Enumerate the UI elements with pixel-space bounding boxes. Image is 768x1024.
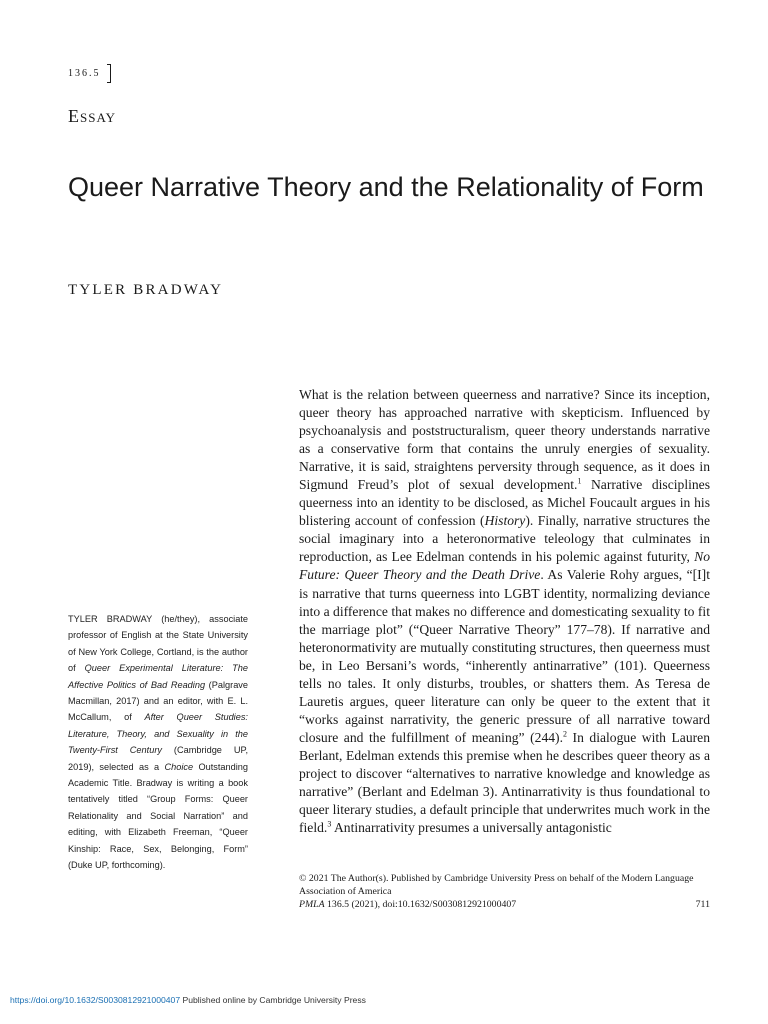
copyright-footer: [299, 872, 710, 911]
citation-text: 136.5 (2021), doi:10.1632/S0030812921000407: [324, 899, 517, 910]
body-text-1: What is the relation between queerness and narrative? Since its inception, queer theory has approached narrative with skepticism. Influenced by psychoanalysis and poststructuralism, queer theory understands narrative as a conservative form that contains the unruly energies of sexuality. Narrative, it is said, straightens perversity through sequence, as it does in Sigmund Freud’s plot of sexual development.: [299, 387, 710, 493]
bio-text-2: (Palgrave Macmillan, 2017) and an editor, with E. L. McCallum, of: [68, 679, 249, 723]
issue-number: [68, 64, 111, 83]
published-online-text: Published online by Cambridge University Press: [180, 995, 366, 1005]
bio-choice: Choice: [164, 761, 194, 772]
bio-text-3: (Cambridge UP, 2019), selected as a: [68, 745, 248, 772]
article-title: Queer Narrative Theory and the Relationality of Form: [68, 172, 704, 202]
body-history: History: [484, 513, 526, 529]
bio-text-1: TYLER BRADWAY (he/they), associate professor of English at the State University of New York College, Cortland, is the author of: [68, 614, 248, 674]
body-no-future: No Future: Queer Theory and the Death Drive: [299, 549, 710, 583]
doi-link[interactable]: https://doi.org/10.1632/S0030812921000407: [10, 995, 181, 1005]
author-bio: [68, 611, 248, 874]
copyright-text: © 2021 The Author(s). Published by Cambridge University Press on behalf of the Modern Language Association of America: [299, 873, 694, 897]
bio-text-4: Outstanding Academic Title. Bradway is writing a book tentatively titled “Group Forms: Queer Relationality and Social Narration” and editing, with Elizabeth Freeman, “Queer Kinship: Race, Sex, Belonging, Form” (Duke UP, forthcoming).: [68, 761, 248, 871]
body-text-4: . As Valerie Rohy argues, “[I]t is narrative that turns queerness into LGBT identity, normalizing deviance into a difference that makes no difference and domesticating sexuality to fit the marriage plot” (“Queer Narrative Theory” 177–78). If narrative and heteronormativity are mutually constituting structures, then queerness must be, in Leo Bersani’s words, “inherently antinarrative” (101). Queerness tells no tales. It only disturbs, troubles, or shatters them. As Teresa de Lauretis argues, queer literature can only be queer to the extent that it “works against narrativity, the generic pressure of all narrative toward closure and the fulfillment of meaning” (244).: [299, 567, 710, 745]
article-author: TYLER BRADWAY: [68, 282, 224, 298]
bio-book-1: Queer Experimental Literature: The Affective Politics of Bad Reading: [68, 663, 248, 690]
footnote-ref-2[interactable]: 2: [562, 729, 567, 739]
body-text-6: Antinarrativity presumes a universally antagonistic: [331, 820, 612, 836]
body-text-2: Narrative disciplines queerness into an identity to be disclosed, as Michel Foucault argues in his blistering account of confession (: [299, 477, 711, 529]
footnote-ref-3[interactable]: 3: [327, 819, 332, 829]
online-publication-line: [10, 995, 366, 1005]
journal-name: PMLA: [299, 899, 325, 910]
citation: [299, 898, 516, 911]
bracket-mark: [107, 64, 111, 83]
page-number: 711: [695, 899, 710, 910]
issue-number-text: 136.5: [68, 68, 101, 79]
bio-book-2: After Queer Studies: Literature, Theory, and Sexuality in the Twenty-First Century: [68, 712, 248, 756]
section-label: Essay: [68, 106, 117, 126]
citation-row: [299, 898, 710, 911]
body-text-5: In dialogue with Lauren Berlant, Edelman extends this premise when he describes queer theory as a project to discover “alternatives to narrative knowledge and knowledge as narrative” (Berlant and Edelman 3). Antinarrativity is thus foundational to queer literary studies, a default principle that underwrites much work in the field.: [299, 729, 710, 836]
body-paragraph: [299, 386, 710, 837]
footnote-ref-1[interactable]: 1: [577, 476, 582, 486]
body-text-3: ). Finally, narrative structures the social imaginary into a heteronormative teleology that culminates in reproduction, as Lee Edelman contends in his polemic against futurity,: [299, 513, 711, 565]
